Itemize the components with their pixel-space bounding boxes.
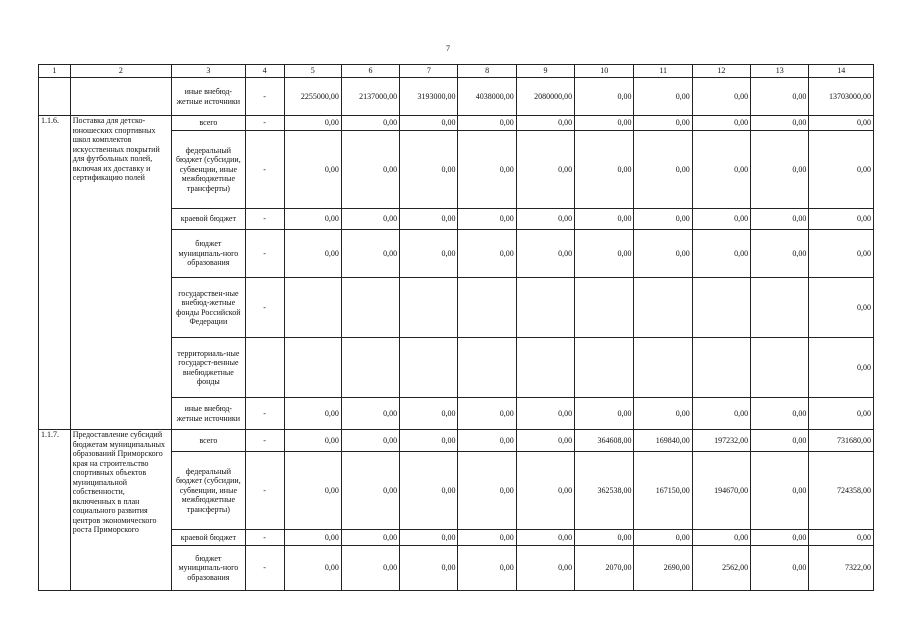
amount-cell: 0,00 bbox=[341, 209, 399, 230]
amount-cell: 7322,00 bbox=[809, 546, 874, 591]
amount-cell: 0,00 bbox=[284, 116, 341, 131]
column-header: 1 bbox=[39, 65, 71, 78]
amount-cell: 0,00 bbox=[751, 546, 809, 591]
amount-cell: 0,00 bbox=[400, 530, 458, 546]
amount-cell: 0,00 bbox=[751, 530, 809, 546]
amount-cell: 0,00 bbox=[516, 546, 574, 591]
funding-source: федеральный бюджет (субсидии, субвенции, иные межбюджетные трансферты) bbox=[172, 452, 246, 530]
amount-cell: 0,00 bbox=[400, 209, 458, 230]
amount-cell: 3193000,00 bbox=[400, 78, 458, 116]
amount-cell: 0,00 bbox=[634, 209, 692, 230]
amount-cell bbox=[284, 338, 341, 398]
dash-cell: - bbox=[245, 230, 284, 278]
amount-cell: 0,00 bbox=[575, 116, 634, 131]
column-header: 4 bbox=[245, 65, 284, 78]
amount-cell: 0,00 bbox=[751, 430, 809, 452]
amount-cell: 0,00 bbox=[400, 131, 458, 209]
amount-cell: 0,00 bbox=[458, 546, 516, 591]
amount-cell: 0,00 bbox=[692, 131, 750, 209]
header-row bbox=[39, 65, 874, 78]
amount-cell: 0,00 bbox=[284, 209, 341, 230]
amount-cell: 2070,00 bbox=[575, 546, 634, 591]
dash-cell: - bbox=[245, 278, 284, 338]
amount-cell: 0,00 bbox=[516, 430, 574, 452]
amount-cell: 0,00 bbox=[458, 131, 516, 209]
table-row bbox=[39, 116, 874, 131]
dash-cell: - bbox=[245, 452, 284, 530]
column-header: 7 bbox=[400, 65, 458, 78]
funding-source: бюджет муниципаль-ного образования bbox=[172, 230, 246, 278]
amount-cell: 0,00 bbox=[809, 338, 874, 398]
amount-cell: 0,00 bbox=[400, 452, 458, 530]
amount-cell: 0,00 bbox=[692, 116, 750, 131]
amount-cell: 0,00 bbox=[284, 230, 341, 278]
amount-cell: 2137000,00 bbox=[341, 78, 399, 116]
amount-cell: 0,00 bbox=[809, 209, 874, 230]
amount-cell: 0,00 bbox=[284, 452, 341, 530]
amount-cell bbox=[458, 278, 516, 338]
amount-cell: 2080000,00 bbox=[516, 78, 574, 116]
amount-cell bbox=[516, 338, 574, 398]
column-header: 13 bbox=[751, 65, 809, 78]
amount-cell: 0,00 bbox=[809, 398, 874, 430]
funding-source: иные внебюд-жетные источники bbox=[172, 398, 246, 430]
amount-cell: 0,00 bbox=[400, 430, 458, 452]
amount-cell: 0,00 bbox=[634, 78, 692, 116]
amount-cell bbox=[458, 338, 516, 398]
amount-cell: 0,00 bbox=[692, 209, 750, 230]
amount-cell: 364608,00 bbox=[575, 430, 634, 452]
row-number-cell bbox=[39, 78, 71, 116]
dash-cell: - bbox=[245, 131, 284, 209]
amount-cell: 0,00 bbox=[809, 278, 874, 338]
amount-cell: 0,00 bbox=[458, 116, 516, 131]
amount-cell bbox=[634, 338, 692, 398]
amount-cell: 0,00 bbox=[751, 209, 809, 230]
amount-cell: 0,00 bbox=[400, 546, 458, 591]
amount-cell: 0,00 bbox=[634, 398, 692, 430]
amount-cell: 0,00 bbox=[400, 230, 458, 278]
amount-cell: 0,00 bbox=[692, 230, 750, 278]
amount-cell: 0,00 bbox=[284, 131, 341, 209]
dash-cell: - bbox=[245, 209, 284, 230]
amount-cell: 2562,00 bbox=[692, 546, 750, 591]
amount-cell: 0,00 bbox=[341, 530, 399, 546]
amount-cell: 167150,00 bbox=[634, 452, 692, 530]
amount-cell bbox=[634, 278, 692, 338]
amount-cell: 0,00 bbox=[634, 230, 692, 278]
amount-cell: 0,00 bbox=[341, 430, 399, 452]
section-number: 1.1.6. bbox=[39, 116, 71, 430]
amount-cell: 0,00 bbox=[284, 546, 341, 591]
amount-cell: 0,00 bbox=[400, 398, 458, 430]
amount-cell: 0,00 bbox=[341, 398, 399, 430]
row-name-cell bbox=[70, 78, 171, 116]
funding-source: федеральный бюджет (субсидии, субвенции, иные межбюджетные трансферты) bbox=[172, 131, 246, 209]
amount-cell: 0,00 bbox=[341, 131, 399, 209]
table-row bbox=[39, 78, 874, 116]
funding-source: территориаль-ные государст-венные внебюджетные фонды bbox=[172, 338, 246, 398]
dash-cell: - bbox=[245, 430, 284, 452]
amount-cell: 0,00 bbox=[458, 398, 516, 430]
amount-cell: 0,00 bbox=[751, 78, 809, 116]
amount-cell: 0,00 bbox=[341, 230, 399, 278]
amount-cell: 4038000,00 bbox=[458, 78, 516, 116]
amount-cell: 0,00 bbox=[692, 398, 750, 430]
funding-source: краевой бюджет bbox=[172, 209, 246, 230]
amount-cell: 0,00 bbox=[634, 530, 692, 546]
amount-cell: 0,00 bbox=[341, 116, 399, 131]
amount-cell: 0,00 bbox=[575, 230, 634, 278]
column-header: 8 bbox=[458, 65, 516, 78]
dash-cell: - bbox=[245, 398, 284, 430]
amount-cell: 0,00 bbox=[751, 131, 809, 209]
amount-cell: 0,00 bbox=[751, 398, 809, 430]
amount-cell: 194670,00 bbox=[692, 452, 750, 530]
amount-cell: 0,00 bbox=[341, 452, 399, 530]
table-row bbox=[39, 430, 874, 452]
amount-cell: 0,00 bbox=[809, 530, 874, 546]
amount-cell: 0,00 bbox=[692, 78, 750, 116]
amount-cell: 0,00 bbox=[284, 430, 341, 452]
amount-cell: 0,00 bbox=[575, 131, 634, 209]
amount-cell: 0,00 bbox=[341, 546, 399, 591]
amount-cell: 0,00 bbox=[516, 209, 574, 230]
amount-cell: 0,00 bbox=[575, 209, 634, 230]
amount-cell: 0,00 bbox=[575, 530, 634, 546]
amount-cell bbox=[751, 278, 809, 338]
funding-source: краевой бюджет bbox=[172, 530, 246, 546]
amount-cell bbox=[692, 338, 750, 398]
budget-table bbox=[38, 64, 874, 591]
amount-cell: 0,00 bbox=[458, 452, 516, 530]
amount-cell bbox=[284, 278, 341, 338]
amount-cell: 362538,00 bbox=[575, 452, 634, 530]
amount-cell bbox=[575, 338, 634, 398]
column-header: 3 bbox=[172, 65, 246, 78]
amount-cell: 0,00 bbox=[400, 116, 458, 131]
amount-cell: 0,00 bbox=[458, 430, 516, 452]
amount-cell bbox=[341, 338, 399, 398]
amount-cell: 0,00 bbox=[575, 78, 634, 116]
amount-cell: 0,00 bbox=[284, 398, 341, 430]
amount-cell: 0,00 bbox=[634, 131, 692, 209]
amount-cell bbox=[400, 278, 458, 338]
column-header: 9 bbox=[516, 65, 574, 78]
funding-source: всего bbox=[172, 116, 246, 131]
amount-cell bbox=[341, 278, 399, 338]
column-header: 2 bbox=[70, 65, 171, 78]
funding-source: государствен-ные внебюд-жетные фонды Российской Федерации bbox=[172, 278, 246, 338]
amount-cell: 0,00 bbox=[516, 398, 574, 430]
amount-cell bbox=[516, 278, 574, 338]
amount-cell: 0,00 bbox=[516, 116, 574, 131]
column-header: 14 bbox=[809, 65, 874, 78]
dash-cell: - bbox=[245, 116, 284, 131]
funding-source: всего bbox=[172, 430, 246, 452]
amount-cell: 0,00 bbox=[516, 131, 574, 209]
amount-cell: 724358,00 bbox=[809, 452, 874, 530]
amount-cell: 0,00 bbox=[516, 452, 574, 530]
amount-cell: 0,00 bbox=[284, 530, 341, 546]
column-header: 10 bbox=[575, 65, 634, 78]
amount-cell: 197232,00 bbox=[692, 430, 750, 452]
amount-cell: 0,00 bbox=[751, 230, 809, 278]
section-name: Поставка для детско-юношеских спортивных школ комплектов искусственных покрытий для футбольных полей, включая их доставку и сертификацию полей bbox=[70, 116, 171, 430]
amount-cell: 169840,00 bbox=[634, 430, 692, 452]
amount-cell: 0,00 bbox=[458, 530, 516, 546]
column-header: 11 bbox=[634, 65, 692, 78]
amount-cell bbox=[575, 278, 634, 338]
funding-source: бюджет муниципаль-ного образования bbox=[172, 546, 246, 591]
column-header: 12 bbox=[692, 65, 750, 78]
dash-cell bbox=[245, 338, 284, 398]
amount-cell: 0,00 bbox=[809, 131, 874, 209]
section-number: 1.1.7. bbox=[39, 430, 71, 591]
amount-cell: 731680,00 bbox=[809, 430, 874, 452]
amount-cell: 2690,00 bbox=[634, 546, 692, 591]
amount-cell: 0,00 bbox=[751, 452, 809, 530]
amount-cell bbox=[692, 278, 750, 338]
dash-cell: - bbox=[245, 546, 284, 591]
section-name: Предоставление субсидий бюджетам муниципальных образований Приморского края на строительство спортивных объектов муниципальной собственности, включенных в план социального развития центров экономического роста Приморского bbox=[70, 430, 171, 591]
amount-cell: 13703000,00 bbox=[809, 78, 874, 116]
amount-cell: 0,00 bbox=[458, 230, 516, 278]
column-header: 6 bbox=[341, 65, 399, 78]
amount-cell: 0,00 bbox=[458, 209, 516, 230]
amount-cell: 0,00 bbox=[575, 398, 634, 430]
amount-cell: 0,00 bbox=[751, 116, 809, 131]
amount-cell bbox=[751, 338, 809, 398]
amount-cell: 0,00 bbox=[692, 530, 750, 546]
amount-cell: 0,00 bbox=[516, 230, 574, 278]
amount-cell: 0,00 bbox=[809, 230, 874, 278]
amount-cell: 2255000,00 bbox=[284, 78, 341, 116]
page-number: 7 bbox=[446, 44, 450, 53]
amount-cell bbox=[400, 338, 458, 398]
funding-source: иные внебюд-жетные источники bbox=[172, 78, 246, 116]
dash-cell: - bbox=[245, 530, 284, 546]
column-header: 5 bbox=[284, 65, 341, 78]
amount-cell: 0,00 bbox=[634, 116, 692, 131]
amount-cell: 0,00 bbox=[516, 530, 574, 546]
dash-cell: - bbox=[245, 78, 284, 116]
amount-cell: 0,00 bbox=[809, 116, 874, 131]
